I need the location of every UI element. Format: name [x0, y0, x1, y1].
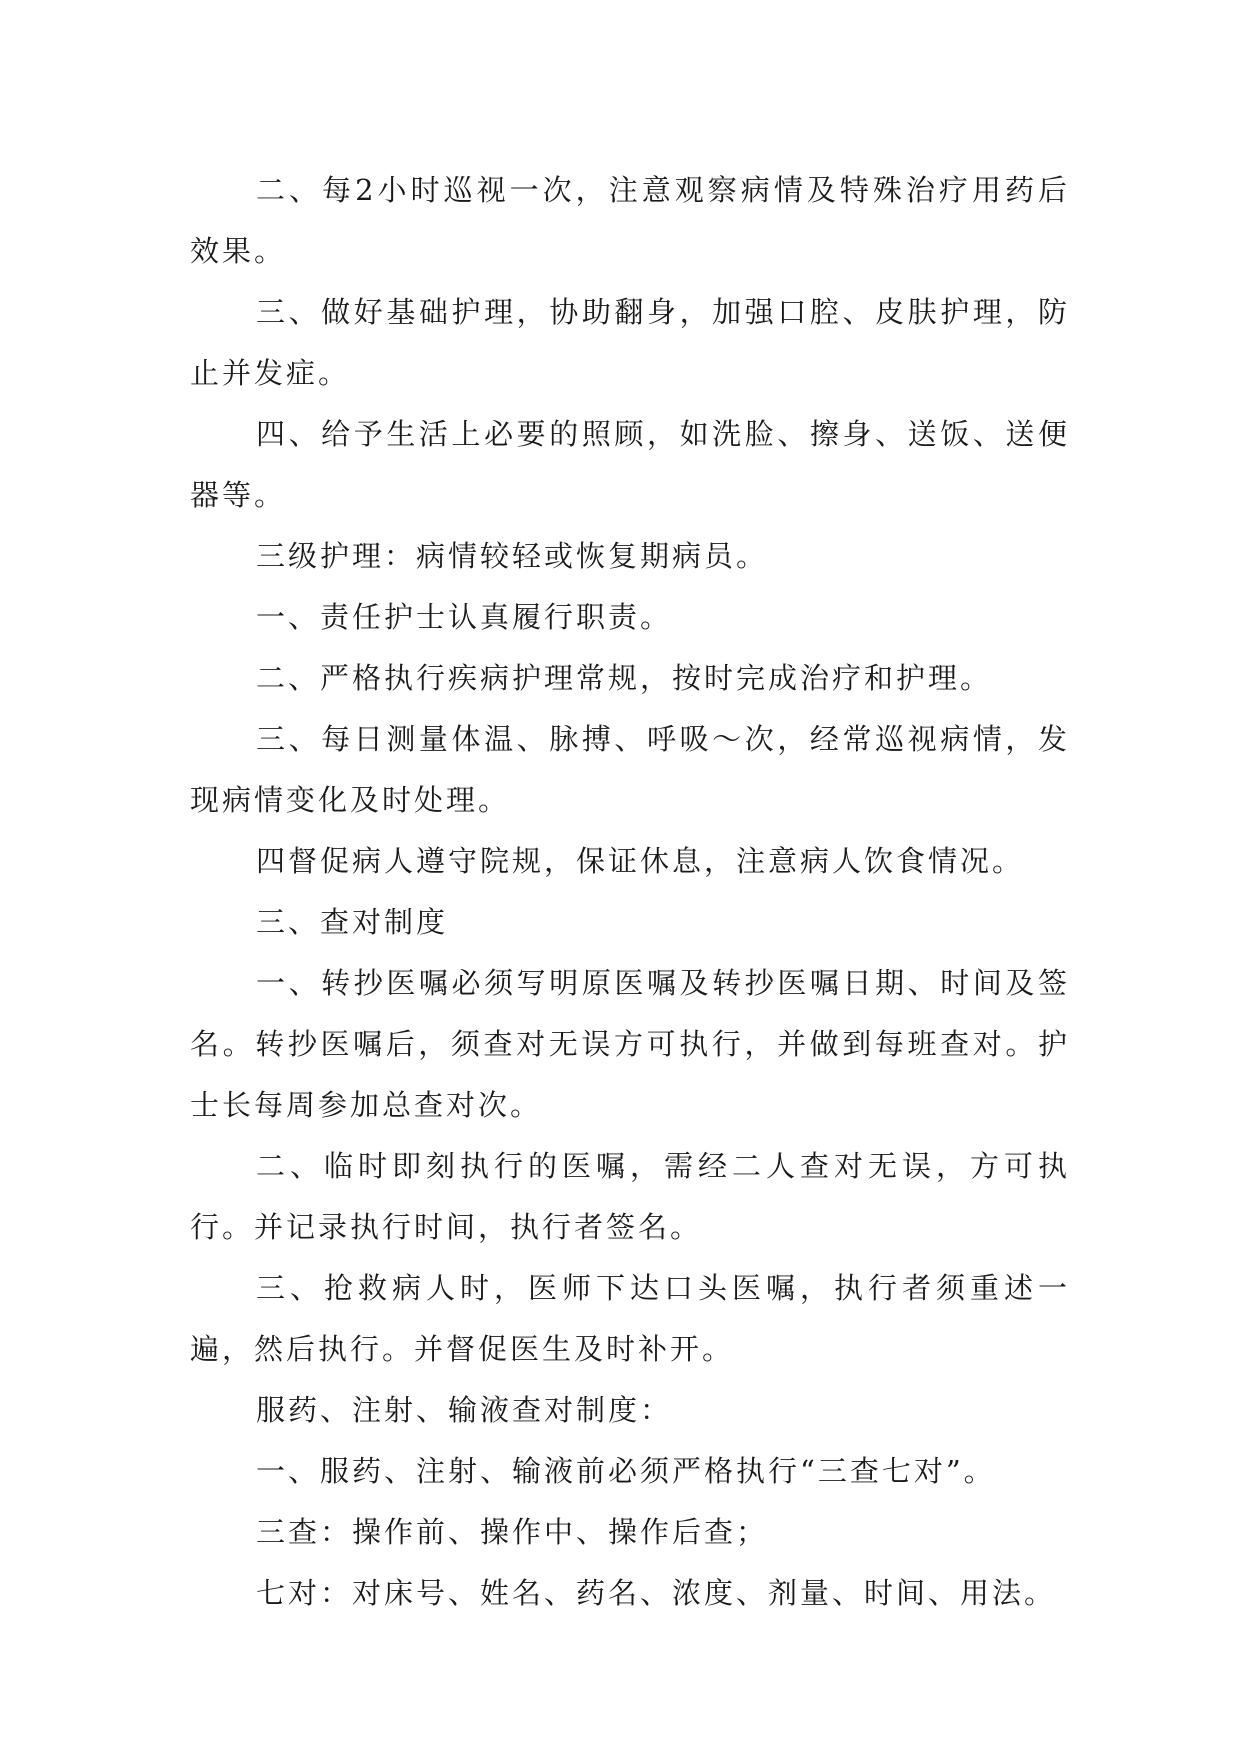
paragraph: 四督促病人遵守院规，保证休息，注意病人饮食情况。 — [256, 844, 1025, 878]
paragraph: 一、转抄医嘱必须写明原医嘱及转抄医嘱日期、时间及签名。转抄医嘱后，须查对无误方可执行，并做到每班查对。护士长每周参加总查对次。 — [190, 966, 1070, 1122]
subsection-heading: 服药、注射、输液查对制度： — [256, 1393, 673, 1427]
paragraph: 三查：操作前、操作中、操作后查； — [256, 1515, 769, 1549]
paragraph: 三、抢救病人时，医师下达口头医嘱，执行者须重述一遍，然后执行。并督促医生及时补开。 — [190, 1271, 1070, 1366]
section-heading: 三、查对制度 — [256, 905, 449, 939]
paragraph: 二、严格执行疾病护理常规，按时完成治疗和护理。 — [256, 661, 993, 695]
paragraph: 三、每日测量体温、脉搏、呼吸～次，经常巡视病情，发现病情变化及时处理。 — [190, 722, 1070, 817]
paragraph: 四、给予生活上必要的照顾，如洗脸、擦身、送饭、送便器等。 — [190, 417, 1070, 512]
paragraph: 一、责任护士认真履行职责。 — [256, 600, 673, 634]
paragraph: 一、服药、注射、输液前必须严格执行“三查七对”。 — [256, 1454, 996, 1488]
paragraph: 三级护理：病情较轻或恢复期病员。 — [256, 539, 769, 573]
paragraph: 二、每2小时巡视一次，注意观察病情及特殊治疗用药后效果。 — [190, 173, 1070, 268]
document-body — [190, 160, 1070, 1624]
paragraph: 二、临时即刻执行的医嘱，需经二人查对无误，方可执行。并记录执行时间，执行者签名。 — [190, 1149, 1070, 1244]
paragraph: 七对：对床号、姓名、药名、浓度、剂量、时间、用法。 — [256, 1576, 1057, 1610]
paragraph: 三、做好基础护理，协助翻身，加强口腔、皮肤护理，防止并发症。 — [190, 295, 1070, 390]
